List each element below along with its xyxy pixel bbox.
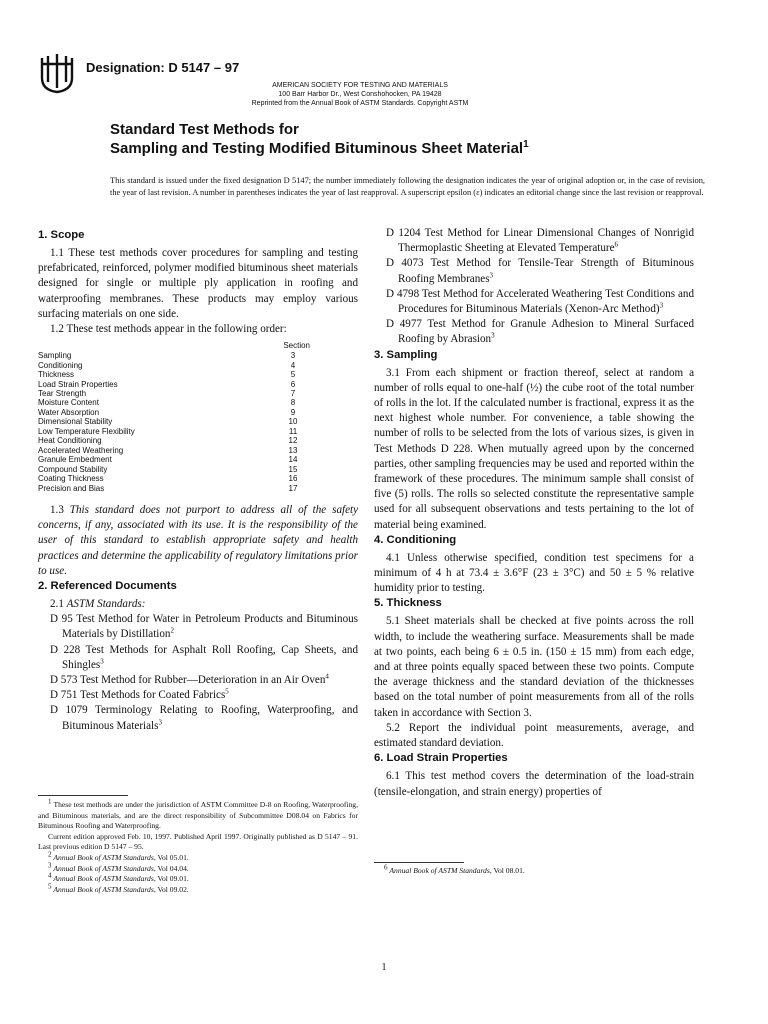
title-line-2: Sampling and Testing Modified Bituminous Sheet Material$^1$	[110, 139, 529, 157]
document-title	[110, 120, 529, 158]
toc-row: Tear Strength 7	[38, 389, 296, 399]
footnotes-left	[38, 797, 358, 895]
paragraph-6-1: 6.1 This test method covers the determination of the load-strain (tensile-elongation, and strain energy) properties of	[374, 770, 694, 798]
reference-d1079: D 1079 Terminology Relating to Roofing, Waterproofing, and Bituminous Materials$^3$	[50, 704, 358, 732]
footnote-6: $^6$ Annual Book of ASTM Standards, Vol 08.01.	[384, 863, 525, 875]
toc-row: Sampling 3	[38, 351, 296, 361]
reference-d573: D 573 Test Method for Rubber—Deterioration in an Air Oven$^4$	[50, 672, 329, 687]
footnote-5: $^5$ Annual Book of ASTM Standards, Vol 09.02.	[48, 882, 189, 894]
section-load-strain-heading: 6. Load Strain Properties	[374, 752, 508, 765]
reprint-note: Reprinted from the Annual Book of ASTM Standards. Copyright ASTM	[251, 100, 469, 107]
toc-row: Moisture Content 8	[38, 398, 296, 408]
astm-logo	[38, 52, 76, 94]
paragraph-1-1: 1.1 These test methods cover procedures for sampling and testing prefabricated, reinforced, polymer modified bituminous sheet materials designed for single or multiple ply application in roofing and waterproofing membranes. These products may employ various surfacing materials on one side.	[38, 247, 358, 320]
title-line-1: Standard Test Methods for	[110, 121, 299, 138]
toc-list	[38, 351, 358, 493]
toc-row: Dimensional Stability 10	[38, 417, 298, 427]
paragraph-5-2: 5.2 Report the individual point measurements, average, and estimated standard deviation.	[374, 721, 694, 750]
paragraph-3-1: 3.1 From each shipment or fraction thereof, select at random a number of rolls equal to one-half (½) the cube root of the total number of rolls in the lot. If the calculated number is fractional, express it as the next highest whole number. For convenience, a table showing the number of rolls to be selected from the lots of various sizes, is given in Test Methods D 228. When mutually agreed upon by the concerned parties, other sampling frequencies may be used and reported within the framework of these procedures. The minimum sample shall consist of five (5) rolls. The rolls so selected constitute the representative sample used for all subsequent observations and tests pertaining to the lot of material being examined.	[374, 366, 694, 531]
right-column	[374, 226, 694, 800]
preamble: This standard is issued under the fixed designation D 5147; the number immediately following the designation indicates the year of original adoption or, in the case of revision, the year of last revision. A number in parentheses indicates the year of last reapproval. A superscript epsilon (ε) indicates an editorial change since the last revision or reapproval.	[110, 176, 705, 197]
section-sampling-heading: 3. Sampling	[374, 348, 438, 361]
section-referenced-documents-heading: 2. Referenced Documents	[38, 580, 177, 593]
footnote-3: $^3$ Annual Book of ASTM Standards, Vol 04.04.	[48, 861, 189, 873]
footnote-rule	[38, 795, 128, 796]
toc-row: Granule Embedment 14	[38, 455, 298, 465]
reference-d4073: D 4073 Test Method for Tensile-Tear Strength of Bituminous Roofing Membranes$^3$	[386, 257, 694, 285]
publisher-block	[150, 81, 570, 108]
reference-d95: D 95 Test Method for Water in Petroleum Products and Bituminous Materials by Distillation$^2$	[50, 613, 358, 641]
paragraph-1-3: 1.3 This standard does not purport to address all of the safety concerns, if any, associated with its use. It is the responsibility of the user of this standard to establish appropriate safety and health practices and determine the applicability of regulatory limitations prior to use.	[38, 504, 358, 577]
publisher-name: AMERICAN SOCIETY FOR TESTING AND MATERIALS	[272, 82, 448, 89]
section-conditioning-heading: 4. Conditioning	[374, 533, 457, 546]
toc-row: Precision and Bias 17	[38, 483, 298, 493]
toc-row: Load Strain Properties 6	[38, 379, 296, 389]
reference-d228: D 228 Test Methods for Asphalt Roll Roofing, Cap Sheets, and Shingles$^3$	[50, 643, 358, 671]
paragraph-4-1: 4.1 Unless otherwise specified, condition test specimens for a minimum of 4 h at 73.4 ± 3.6°F (23 ± 3°C) and 50 ± 5 % relative humidity prior to testing.	[374, 551, 694, 595]
reference-d751: D 751 Test Methods for Coated Fabrics$^5$	[50, 687, 229, 702]
footnote-4: $^4$ Annual Book of ASTM Standards, Vol 09.01.	[48, 871, 189, 884]
page-number: 1	[381, 962, 387, 973]
toc-row: Heat Conditioning 12	[38, 436, 298, 446]
footnote-2: $^2$ Annual Book of ASTM Standards, Vol 05.01.	[48, 850, 189, 862]
toc-row: Thickness 5	[38, 370, 296, 380]
toc-row: Accelerated Weathering 13	[38, 445, 298, 455]
section-scope-heading: 1. Scope	[38, 229, 85, 241]
left-column	[38, 228, 358, 734]
paragraph-1-2: 1.2 These test methods appear in the following order:	[50, 323, 287, 336]
footnote-1: $^1$ These test methods are under the jurisdiction of ASTM Committee D-8 on Roofing, Waterproofing, and Bituminous materials, and are the direct responsibility of Subcommittee D08.04 on Fabrics for Bituminous Roofing and Waterproofing.	[38, 797, 358, 831]
toc-row: Low Temperature Flexibility 11	[38, 426, 298, 436]
toc-row: Conditioning 4	[38, 360, 296, 370]
toc-row: Compound Stability 15	[38, 464, 298, 474]
reference-d4977: D 4977 Test Method for Granule Adhesion to Mineral Surfaced Roofing by Abrasion$^3$	[386, 318, 694, 346]
paragraph-2-1: 2.1 ASTM Standards:	[50, 598, 146, 611]
reference-d4798: D 4798 Test Method for Accelerated Weathering Test Conditions and Procedures for Bituminous Materials (Xenon-Arc Method)$^3$	[386, 287, 694, 316]
reference-d1204: D 1204 Test Method for Linear Dimensional Changes of Nonrigid Thermoplastic Sheeting at Elevated Temperature$^6$	[386, 227, 694, 255]
toc-row: Water Absorption 9	[38, 407, 296, 417]
footnote-1-continued: Current edition approved Feb. 10, 1997. Published April 1997. Originally published as D 5147 – 91. Last previous edition D 5147 – 95.	[38, 831, 358, 852]
toc-section-header: Section	[283, 341, 310, 351]
section-thickness-heading: 5. Thickness	[374, 597, 442, 610]
paragraph-5-1: 5.1 Sheet materials shall be checked at five points across the roll width, to include the weathering surface. Measurements shall be made at two points, each being 6 ± 0.5 in. (150 ± 15 mm) from each edge, and at three points equally spaced between these two points. Compute the average thickness and the standard deviation of the thicknesses based on the total number of point measurements from all of the rolls taken in accordance with Section 3.	[374, 615, 694, 719]
publisher-address: 100 Barr Harbor Dr., West Conshohocken, PA 19428	[278, 91, 442, 98]
title-footnote-mark: 1	[523, 139, 529, 150]
toc-row: Coating Thickness 16	[38, 474, 298, 484]
designation: Designation: D 5147 – 97	[86, 60, 240, 75]
